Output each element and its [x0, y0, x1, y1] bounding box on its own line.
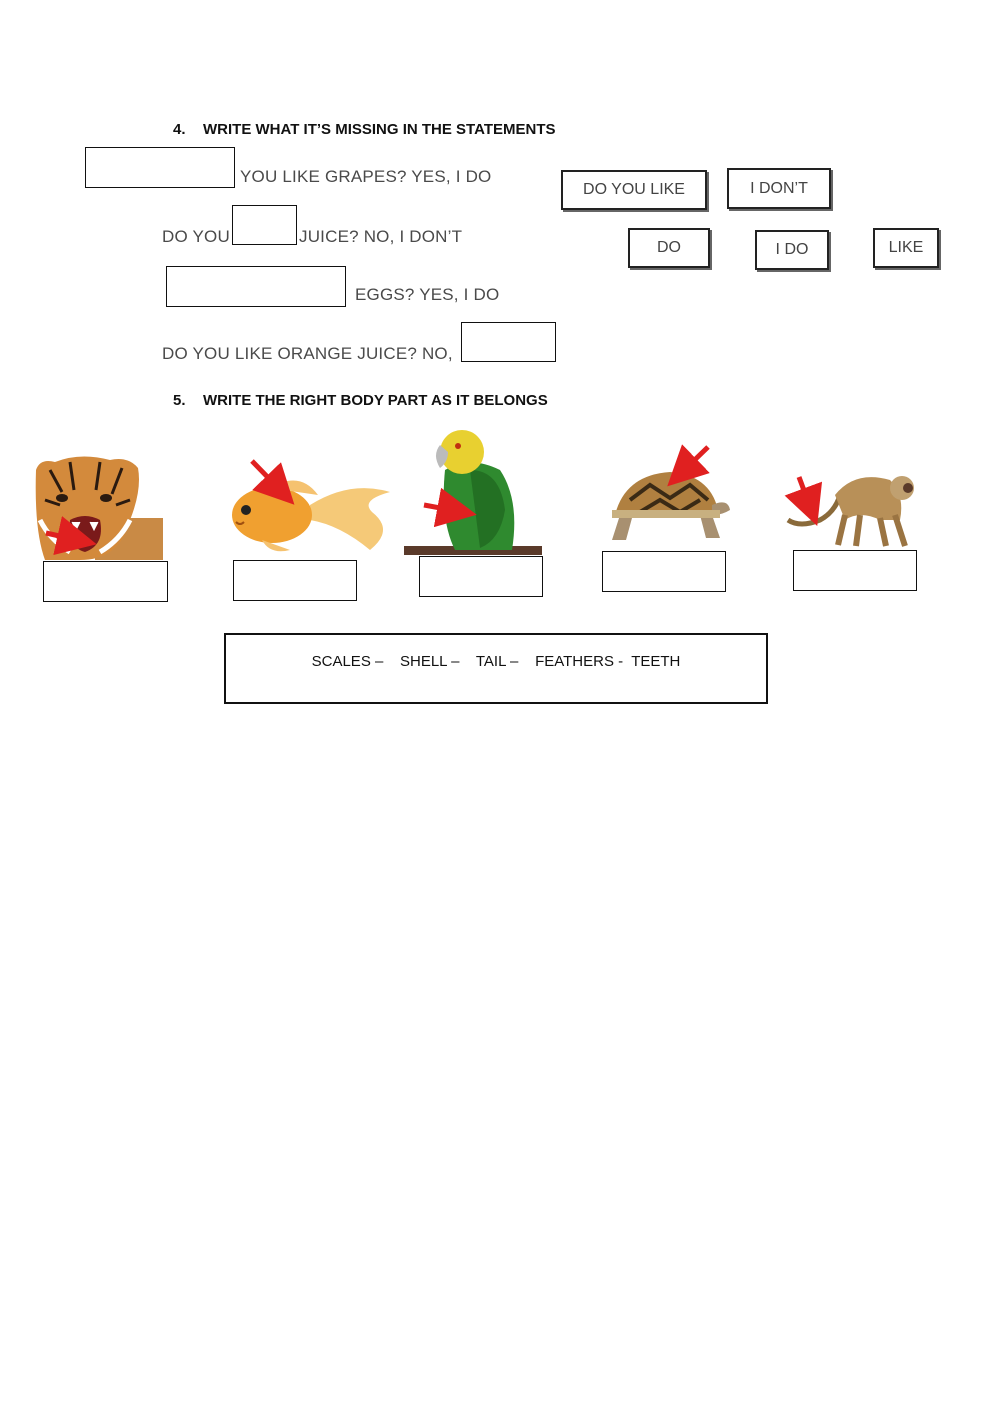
- answer-box-parrot[interactable]: [419, 556, 543, 597]
- animal-illustrations: [0, 0, 1000, 620]
- section-title: WRITE THE RIGHT BODY PART AS IT BELONGS: [203, 392, 548, 409]
- option-i-do[interactable]: I DO: [755, 230, 829, 270]
- tortoise-image: [612, 472, 730, 540]
- statement-3-text: EGGS? YES, I DO: [355, 285, 500, 304]
- option-i-dont[interactable]: I DON’T: [727, 168, 831, 209]
- parrot-image: [404, 430, 542, 555]
- tiger-image: [36, 456, 163, 560]
- goldfish-image: [232, 480, 390, 551]
- monkey-image: [788, 476, 914, 546]
- answer-box-tiger[interactable]: [43, 561, 168, 602]
- statement-1-text: YOU LIKE GRAPES? YES, I DO: [240, 167, 492, 186]
- statement-2-text: JUICE? NO, I DON’T: [299, 227, 463, 246]
- statement-2-prefix: DO YOU: [162, 227, 230, 246]
- option-do[interactable]: DO: [628, 228, 710, 268]
- section-number: 4.: [173, 121, 186, 138]
- section-title: WRITE WHAT IT’S MISSING IN THE STATEMENTS: [203, 121, 556, 138]
- answer-box-tortoise[interactable]: [602, 551, 726, 592]
- statement-4-text: DO YOU LIKE ORANGE JUICE? NO,: [162, 344, 453, 363]
- monkey-arrow: [799, 477, 812, 512]
- answer-box-monkey[interactable]: [793, 550, 917, 591]
- option-like[interactable]: LIKE: [873, 228, 939, 268]
- answer-box-goldfish[interactable]: [233, 560, 357, 601]
- tortoise-arrow: [678, 447, 708, 476]
- section-number: 5.: [173, 392, 186, 409]
- option-do-you-like[interactable]: DO YOU LIKE: [561, 170, 707, 210]
- word-bank: SCALES – SHELL – TAIL – FEATHERS - TEETH: [224, 633, 768, 704]
